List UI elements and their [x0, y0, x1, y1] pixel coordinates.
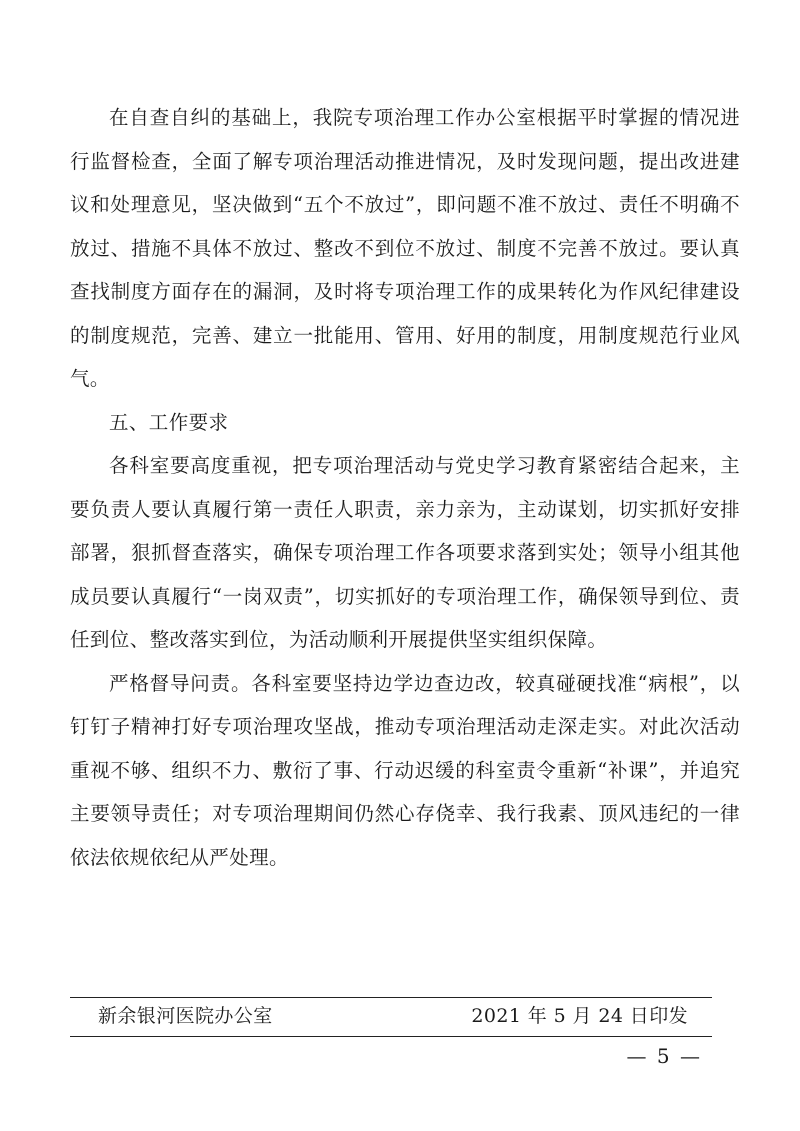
footer-top-rule	[70, 997, 712, 998]
footer-bottom-rule	[70, 1036, 712, 1037]
section-heading-work-requirements: 五、工作要求	[109, 410, 229, 434]
issuer-name: 新余银河医院办公室	[98, 1005, 273, 1027]
document-body	[70, 96, 740, 879]
paragraph-supervision: 在自查自纠的基础上，我院专项治理工作办公室根据平时掌握的情况进行监督检查，全面了解专项治理活动推进情况，及时发现问题，提出改进建议和处理意见，坚决做到“五个不放过”，即问题不准不放过、责任不明确不放过、措施不具体不放过、整改不到位不放过、制度不完善不放过。要认真查找制度方面存在的漏洞，及时将专项治理工作的成果转化为作风纪律建设的制度规范，完善、建立一批能用、管用、好用的制度，用制度规范行业风气。	[70, 106, 740, 390]
paragraph-department-responsibility: 各科室要高度重视，把专项治理活动与党史学习教育紧密结合起来，主要负责人要认真履行第一责任人职责，亲力亲为，主动谋划，切实抓好安排部署，狠抓督查落实，确保专项治理工作各项要求落到实处；领导小组其他成员要认真履行“一岗双责”，切实抓好的专项治理工作，确保领导到位、责任到位、整改落实到位，为活动顺利开展提供坚实组织保障。	[70, 454, 740, 651]
paragraph-accountability: 严格督导问责。各科室要坚持边学边查边改，较真碰硬找准“病根”，以钉钉子精神打好专项治理攻坚战，推动专项治理活动走深走实。对此次活动重视不够、组织不力、敷衍了事、行动迟缓的科室责令重新“补课”，并追究主要领导责任；对专项治理期间仍然心存侥幸、我行我素、顶风违纪的一律依法依规依纪从严处理。	[70, 671, 740, 869]
page-number: — 5 —	[626, 1044, 702, 1068]
issue-date: 2021 年 5 月 24 日印发	[471, 1005, 688, 1027]
